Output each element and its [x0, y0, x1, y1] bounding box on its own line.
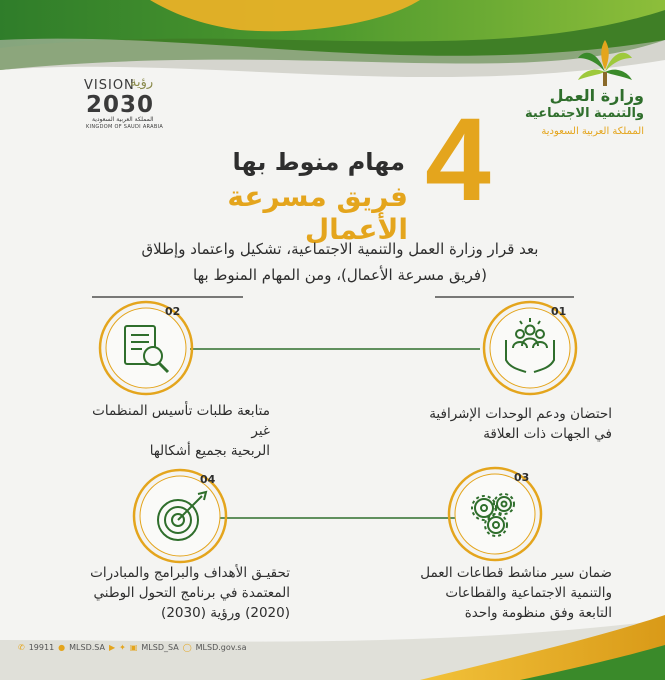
- task-02-line2: الربحية بجميع أشكالها: [149, 443, 270, 459]
- vision-label-en: VISION: [84, 78, 135, 93]
- task-03-line3: التابعة وفق منظومة واحدة: [464, 605, 612, 621]
- task-01-line1: احتضان ودعم الوحدات الإشرافية: [429, 406, 612, 422]
- task-04-text: [60, 563, 290, 623]
- task-02-line1: متابعة طلبات تأسيس المنظمات غير: [92, 403, 270, 439]
- intro-line1: بعد قرار وزارة العمل والتنمية الاجتماعية، تشكيل واعتماد وإطلاق: [141, 240, 539, 258]
- task-04-line1: تحقيـق الأهداف والبرامج والمبادرات: [90, 565, 290, 581]
- headline-line2: فريق مسرعة الأعمال: [227, 180, 408, 246]
- ministry-name-line1: وزارة العمل: [549, 86, 644, 105]
- phone-icon: ✆: [18, 643, 25, 652]
- vision-year: 2030: [86, 92, 155, 118]
- headline-number: 4: [425, 100, 491, 210]
- youtube-icon: ▶: [108, 643, 116, 652]
- vision-kingdom-ar: المملكة العربية السعودية: [92, 116, 154, 123]
- footer-handle2: MLSD_SA: [141, 643, 179, 652]
- task-02-text: [70, 401, 270, 461]
- vision-2030-logo: [72, 72, 182, 132]
- ministry-country: المملكة العربية السعودية: [541, 126, 644, 137]
- task-number-01: 01: [551, 305, 567, 318]
- instagram-icon: ▣: [129, 643, 138, 652]
- vision-kingdom-en: KINGDOM OF SAUDI ARABIA: [86, 124, 164, 130]
- globe-icon: ◯: [182, 643, 192, 652]
- task-04-line3: (2020) ورؤية (2030): [161, 605, 290, 621]
- intro-line2: (فريق مسرعة الأعمال)، ومن المهام المنوط بها: [193, 266, 487, 284]
- headline-line1: مهام منوط بها: [232, 148, 405, 176]
- task-number-03: 03: [514, 471, 530, 484]
- task-01-line2: في الجهات ذات العلاقة: [483, 426, 612, 442]
- footer-handle1: MLSD.SA: [69, 643, 105, 652]
- footer-website: MLSD.gov.sa: [195, 643, 247, 652]
- task-03-line2: والتنمية الاجتماعية والقطاعات: [445, 585, 612, 601]
- ministry-name-line2: والتنمية الاجتماعية: [525, 106, 644, 121]
- footer-contacts: [18, 643, 247, 652]
- vision-label-ar: رؤية: [130, 75, 154, 90]
- task-number-02: 02: [165, 305, 181, 318]
- task-01-text: [400, 404, 612, 444]
- headline-number-graphic: [418, 100, 498, 210]
- twitter-icon: ✦: [119, 643, 126, 652]
- footer-phone: 19911: [28, 643, 55, 652]
- task-04-line2: المعتمدة في برنامج التحول الوطني: [93, 585, 290, 601]
- task-03-text: [400, 563, 612, 623]
- task-number-04: 04: [200, 473, 216, 486]
- snapchat-icon: ●: [58, 643, 66, 652]
- task-03-line1: ضمان سير مناشط قطاعات العمل: [420, 565, 612, 581]
